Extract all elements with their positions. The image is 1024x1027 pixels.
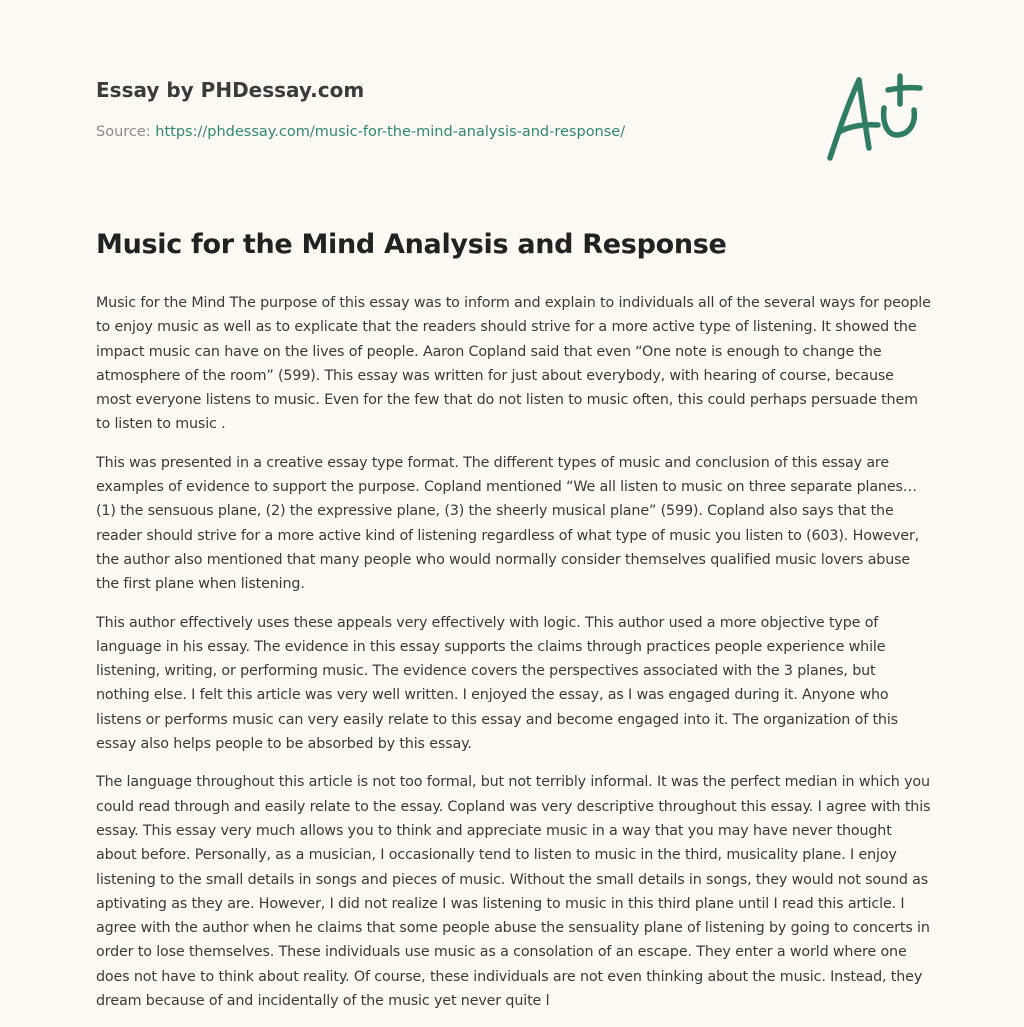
a-plus-logo-icon [820,66,930,166]
source-line [96,122,796,142]
site-title: Essay by PHDessay.com [96,78,365,102]
article-title: Music for the Mind Analysis and Response [96,229,727,260]
article-paragraph-2: This was presented in a creative essay type format. The different types of music and conclusion of this essay are examples of evidence to support the purpose. Copland mentioned “We all listen to music on three separate planes… (1) the sensuous plane, (2) the expressive plane, (3) the sheerly musical plane” (599). Copland also says that the reader should strive for a more active kind of listening regardless of what type of music you listen to (603). However, the author also mentioned that many people who would normally consider themselves qualified music lovers abuse the first plane when listening. [96,454,920,593]
article-paragraph-4: The language throughout this article is not too formal, but not terribly informal. It was the perfect median in which you could read through and easily relate to the essay. Copland was very descriptive throughout this essay. I agree with this essay. This essay very much allows you to think and appreciate music in a way that you may have never thought about before. Personally, as a musician, I occasionally tend to listen to music in the third, musicality plane. I enjoy listening to the small details in songs and pieces of music. Without the small details in songs, they would not sound as aptivating as they are. However, I did not realize I was listening to music in this third plane until I read this article. I agree with the author when he claims that some people abuse the sensuality plane of listening by going to concerts in order to lose themselves. These individuals use music as a consolation of an escape. They enter a world where one does not have to think about reality. Of course, these individuals are not even thinking about the music. Instead, they dream because of and incidentally of the music yet never quite l [96,774,931,1010]
source-link[interactable]: https://phdessay.com/music-for-the-mind-analysis-and-response/ [155,124,626,140]
source-label: Source: [96,124,156,140]
article-paragraph-1: Music for the Mind The purpose of this essay was to inform and explain to individuals all of the several ways for people to enjoy music as well as to explicate that the readers should strive for a more active type of listening. It showed the impact music can have on the lives of people. Aaron Copland said that even “One note is enough to change the atmosphere of the room” (599). This essay was written for just about everybody, with hearing of course, because most everyone listens to music. Even for the few that do not listen to music often, this could perhaps persuade them to listen to music . [96,295,931,433]
article [96,226,932,1027]
article-paragraph-3: This author effectively uses these appeals very effectively with logic. This author used a more objective type of language in his essay. The evidence in this essay supports the claims through practices people experience while listening, writing, or performing music. The evidence covers the perspectives associated with the 3 planes, but nothing else. I felt this article was very well written. I enjoyed the essay, as I was engaged during it. Anyone who listens or performs music can very easily relate to this essay and become engaged into it. The organization of this essay also helps people to be absorbed by this essay. [96,614,898,753]
page-header [96,76,796,142]
